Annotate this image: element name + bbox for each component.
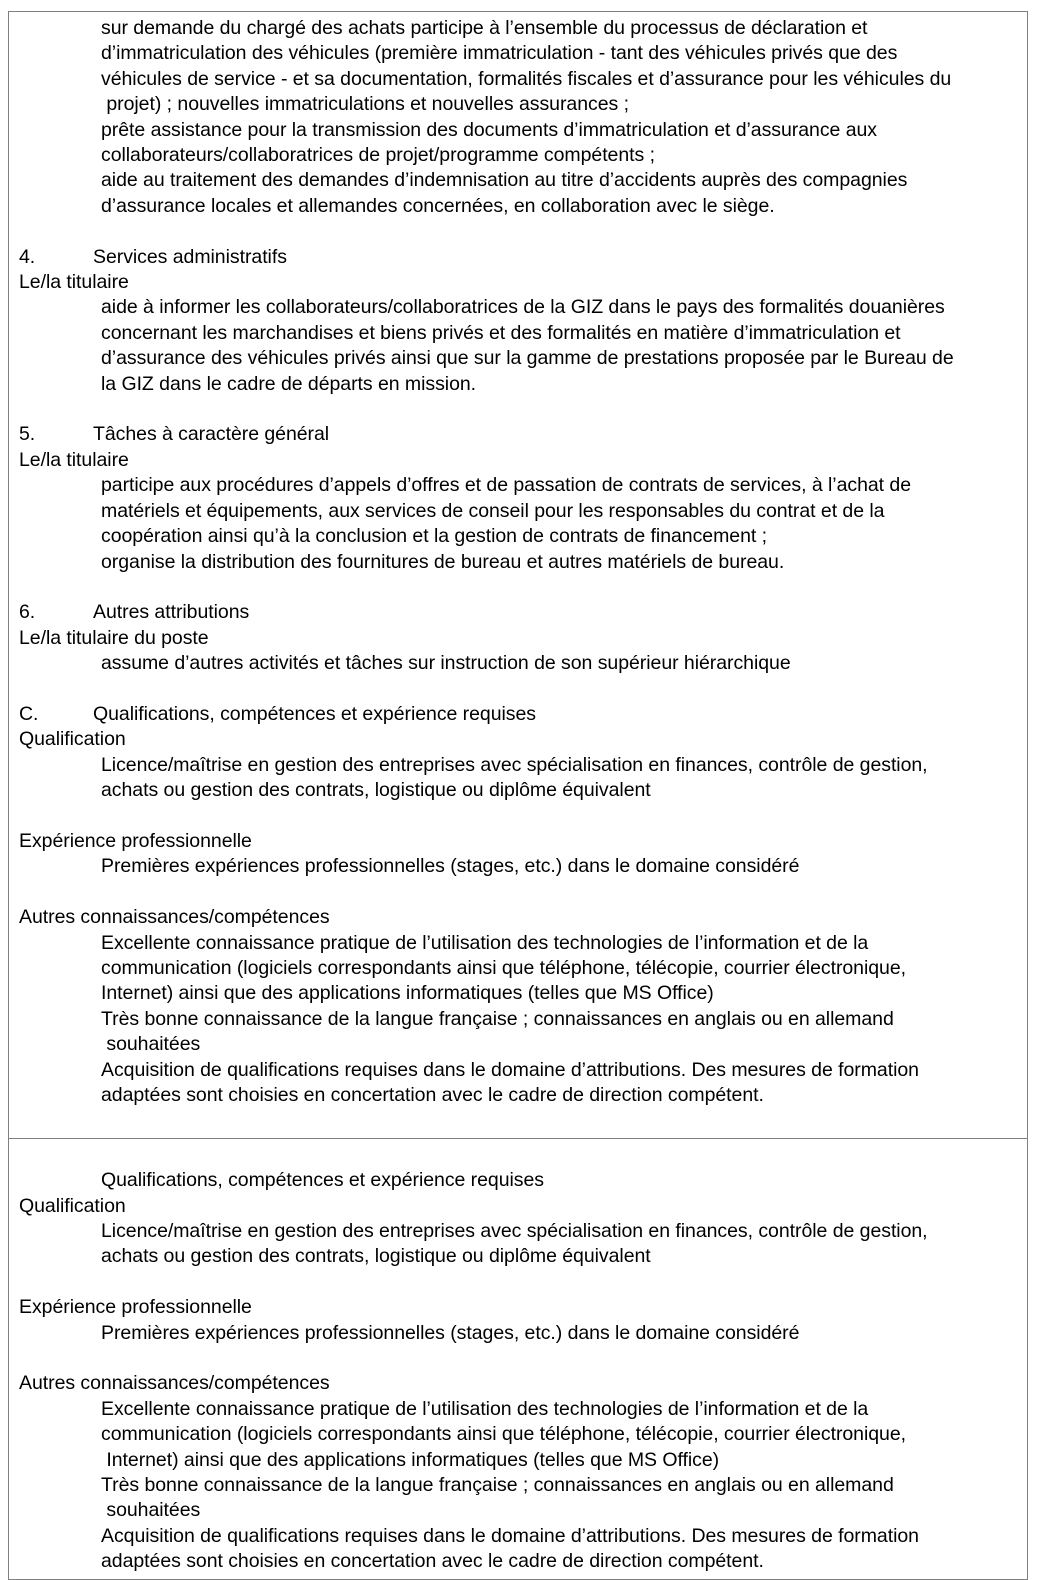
list-item-text: prête assistance pour la transmission des documents d’immatriculation et d’assurance aux (101, 118, 877, 141)
list-item (19, 854, 1021, 879)
text-line: Le/la titulaire (19, 271, 129, 294)
list-item (19, 16, 1021, 41)
list-item (19, 931, 1021, 956)
list-item-continuation: souhaitées (101, 1499, 201, 1522)
blank-line (19, 880, 1021, 905)
blank-line (19, 1346, 1021, 1371)
list-item (19, 473, 1021, 498)
bullet-dash (19, 118, 101, 143)
list-item-text: Très bonne connaissance de la langue française ; connaissances en anglais ou en allemand (101, 1007, 894, 1030)
section-number: C. (19, 702, 39, 725)
list-item-continuation: matériels et équipements, aux services de conseil pour les responsables du contrat et de la (101, 499, 885, 522)
list-item-continuation: adaptées sont choisies en concertation avec le cadre de direction compétent. (101, 1550, 764, 1573)
table-cell-bottom (9, 1138, 1027, 1579)
text-line: Qualification (19, 1194, 126, 1217)
blank-line (19, 219, 1021, 244)
section-heading (19, 245, 1021, 270)
bullet-dash (19, 295, 101, 320)
section-title: Qualifications, compétences et expérience requises (101, 1169, 544, 1192)
text-line: Le/la titulaire du poste (19, 626, 209, 649)
bullet-dash (19, 1524, 101, 1549)
bullet-dash (19, 854, 101, 879)
blank-line (19, 397, 1021, 422)
bullet-dash (19, 1397, 101, 1422)
bullet-dash (19, 16, 101, 41)
list-item-text: Premières expériences professionnelles (stages, etc.) dans le domaine considéré (101, 855, 800, 878)
section-heading (19, 422, 1021, 447)
list-item-text: sur demande du chargé des achats participe à l’ensemble du processus de déclaration et (101, 17, 868, 39)
list-item-continuation: projet) ; nouvelles immatriculations et nouvelles assurances ; (101, 93, 629, 116)
list-item-text: Licence/maîtrise en gestion des entreprises avec spécialisation en finances, contrôle de gestion, (101, 1219, 928, 1242)
list-item-text: Excellente connaissance pratique de l’utilisation des technologies de l’information et de la (101, 931, 869, 954)
list-item (19, 1397, 1021, 1422)
section-heading (19, 702, 1021, 727)
list-item-continuation: adaptées sont choisies en concertation avec le cadre de direction compétent. (101, 1083, 764, 1106)
section-number: 5. (19, 423, 36, 446)
list-item (19, 118, 1021, 143)
list-item-continuation: la GIZ dans le cadre de départs en mission. (101, 372, 477, 395)
list-item-continuation: communication (logiciels correspondants ainsi que téléphone, télécopie, courrier électronique, (101, 1423, 907, 1446)
section-number: 6. (19, 601, 36, 624)
cell-top-content (9, 12, 1027, 1138)
list-item-continuation: achats ou gestion des contrats, logistique ou diplôme équivalent (101, 779, 651, 802)
section-title: Autres attributions (93, 601, 250, 624)
list-item (19, 753, 1021, 778)
blank-line (19, 1108, 1021, 1133)
list-item-text: Acquisition de qualifications requises dans le domaine d’attributions. Des mesures de formation (101, 1524, 919, 1547)
list-item (19, 1219, 1021, 1244)
bullet-dash (19, 1321, 101, 1346)
list-item-continuation: Internet) ainsi que des applications informatiques (telles que MS Office) (101, 1448, 720, 1471)
text-line: Autres connaissances/compétences (19, 1372, 330, 1395)
list-item-text: Excellente connaissance pratique de l’utilisation des technologies de l’information et de la (101, 1397, 869, 1420)
bullet-dash (19, 1473, 101, 1498)
list-item-text: aide à informer les collaborateurs/collaboratrices de la GIZ dans le pays des formalités douanières (101, 296, 945, 319)
list-item-text: assume d’autres activités et tâches sur instruction de son supérieur hiérarchique (101, 652, 791, 675)
blank-line (19, 677, 1021, 702)
list-item-continuation: d’immatriculation des véhicules (première immatriculation - tant des véhicules privés que des (101, 42, 898, 65)
list-item-text: participe aux procédures d’appels d’offres et de passation de contrats de services, à l’achat de (101, 474, 911, 497)
list-item-text: Acquisition de qualifications requises dans le domaine d’attributions. Des mesures de formation (101, 1058, 919, 1081)
list-item (19, 1058, 1021, 1083)
list-item-continuation: d’assurance des véhicules privés ainsi que sur la gamme de prestations proposée par le Bureau de (101, 347, 954, 370)
list-item-text: aide au traitement des demandes d’indemnisation au titre d’accidents auprès des compagnies (101, 169, 908, 192)
list-item-continuation: concernant les marchandises et biens privés et des formalités en matière d’immatriculation et (101, 321, 901, 344)
bullet-dash (19, 753, 101, 778)
list-item-continuation: collaborateurs/collaboratrices de projet/programme compétents ; (101, 144, 655, 167)
list-item-continuation: communication (logiciels correspondants ainsi que téléphone, télécopie, courrier électronique, (101, 956, 907, 979)
bullet-dash (19, 1219, 101, 1244)
section-number: 4. (19, 245, 36, 268)
section-title: Qualifications, compétences et expérience requises (93, 702, 536, 725)
table-cell-top (9, 12, 1027, 1138)
list-item (19, 550, 1021, 575)
list-item-text: organise la distribution des fournitures de bureau et autres matériels de bureau. (101, 550, 785, 573)
list-item (19, 1524, 1021, 1549)
list-item (19, 1007, 1021, 1032)
cell-bottom-content (9, 1139, 1027, 1579)
document-table (8, 11, 1028, 1580)
text-line: Autres connaissances/compétences (19, 906, 330, 929)
bullet-dash (19, 550, 101, 575)
list-item (19, 168, 1021, 193)
text-line: Qualification (19, 728, 126, 751)
bullet-dash (19, 1007, 101, 1032)
list-item-text: Licence/maîtrise en gestion des entreprises avec spécialisation en finances, contrôle de gestion, (101, 753, 928, 776)
list-item-continuation: coopération ainsi qu’à la conclusion et la gestion de contrats de financement ; (101, 525, 767, 548)
blank-line (19, 1270, 1021, 1295)
list-item-continuation: Internet) ainsi que des applications informatiques (telles que MS Office) (101, 982, 714, 1005)
list-item-text: Premières expériences professionnelles (stages, etc.) dans le domaine considéré (101, 1321, 800, 1344)
section-title: Services administratifs (93, 245, 287, 268)
text-line: Expérience professionnelle (19, 829, 252, 852)
blank-line (19, 575, 1021, 600)
text-line: Expérience professionnelle (19, 1296, 252, 1319)
section-title: Tâches à caractère général (93, 423, 330, 446)
list-item (19, 1321, 1021, 1346)
section-heading (19, 600, 1021, 625)
bullet-dash (19, 1058, 101, 1083)
text-line: Le/la titulaire (19, 448, 129, 471)
bullet-dash (19, 931, 101, 956)
list-item-continuation: véhicules de service - et sa documentation, formalités fiscales et d’assurance pour les véhicules du (101, 67, 952, 90)
list-item (19, 651, 1021, 676)
bullet-dash (19, 168, 101, 193)
list-item (19, 1473, 1021, 1498)
bullet-dash (19, 651, 101, 676)
blank-line (19, 1143, 1021, 1168)
bullet-dash (19, 473, 101, 498)
list-item-continuation: d’assurance locales et allemandes concernées, en collaboration avec le siège. (101, 194, 775, 217)
list-item (19, 295, 1021, 320)
list-item-continuation: souhaitées (101, 1033, 201, 1056)
list-item-continuation: achats ou gestion des contrats, logistique ou diplôme équivalent (101, 1245, 651, 1268)
blank-line (19, 804, 1021, 829)
list-item-text: Très bonne connaissance de la langue française ; connaissances en anglais ou en allemand (101, 1474, 894, 1496)
